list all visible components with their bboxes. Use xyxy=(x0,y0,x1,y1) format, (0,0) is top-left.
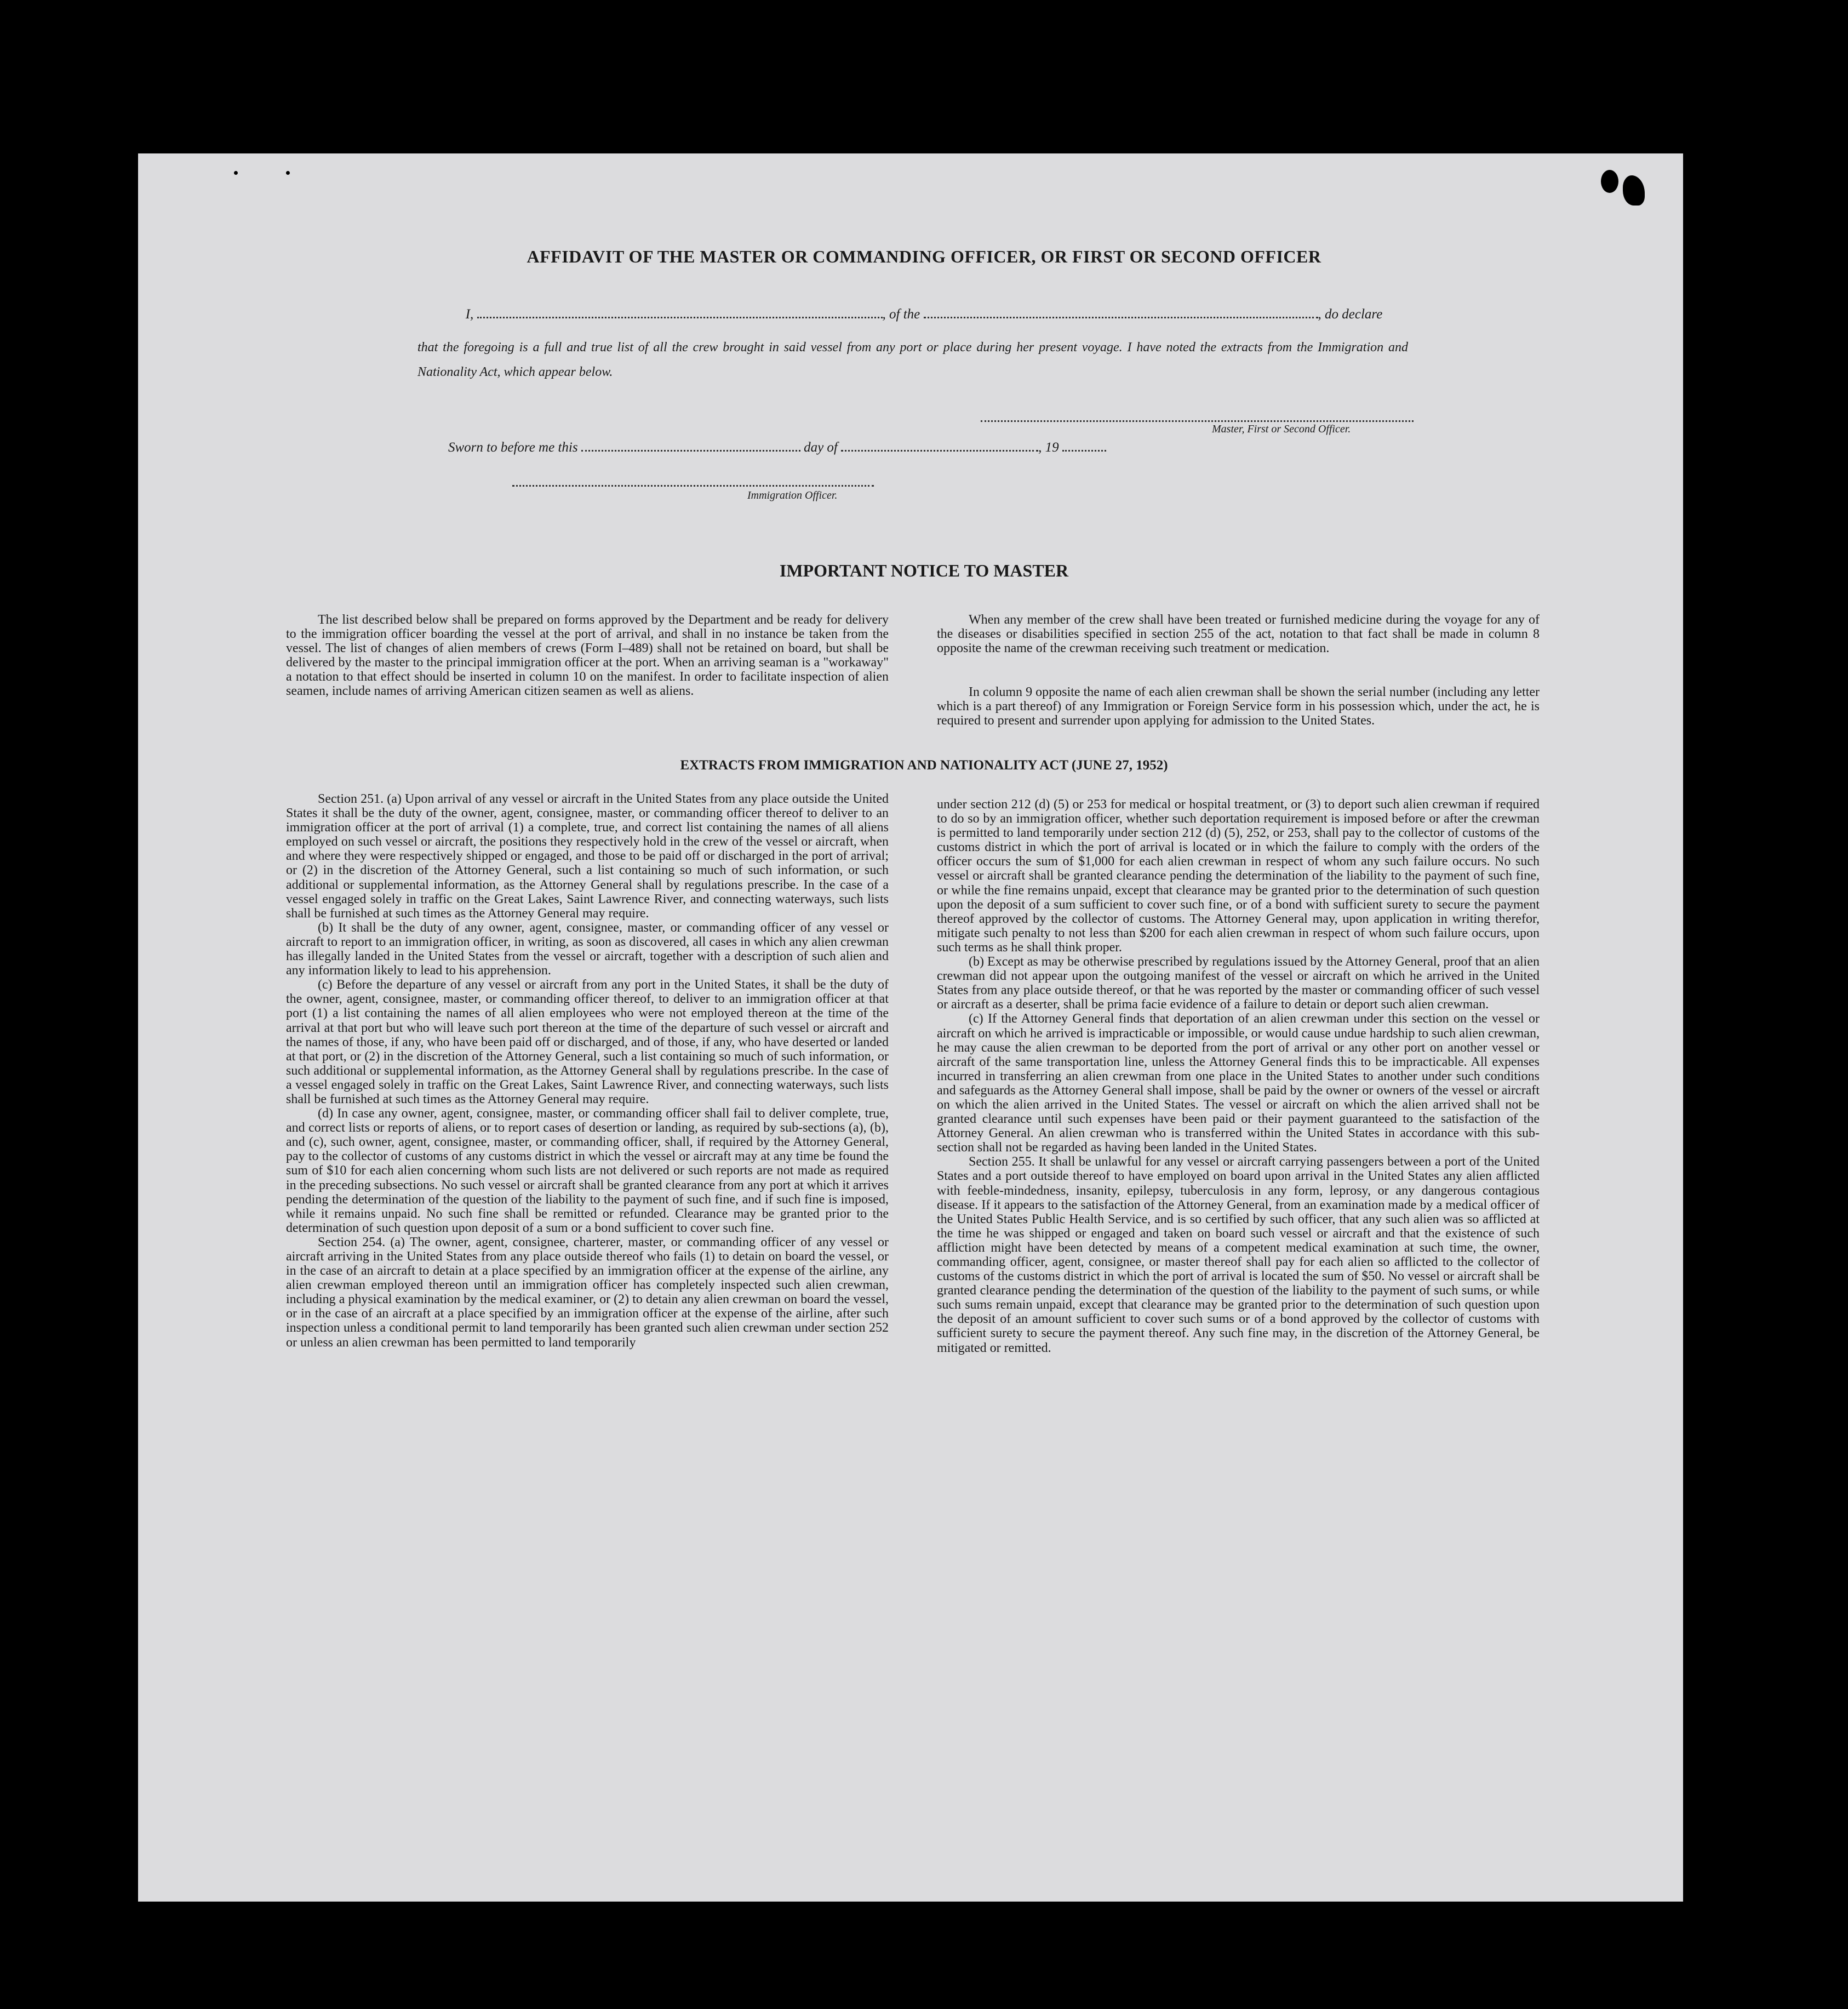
extracts-left-column xyxy=(286,792,889,1350)
officer-signature-line[interactable] xyxy=(512,485,874,487)
notice-title: IMPORTANT NOTICE TO MASTER xyxy=(779,561,1069,580)
sworn-year-label: , 19 xyxy=(1038,440,1059,455)
extracts-title: EXTRACTS FROM IMMIGRATION AND NATIONALITY ACT (JUNE 27, 1952) xyxy=(680,758,1168,773)
section-251-d: (d) In case any owner, agent, consignee, master, or commanding officer shall fail to deliver complete, true, and correct lists or reports of aliens, or to report cases of desertion or landing, as required by sub-sections (a), (b), and (c), such owner, agent, consignee, master, or commanding officer, shall, if required by the Attorney General, pay to the collector of customs of any customs district in which the vessel or aircraft may at any time be found the sum of $10 for each alien concerning whom such lists are not delivered or such reports are not made as required in the preceding subsections. No such vessel or aircraft shall be granted clearance from any port at which it arrives pending the determination of the question of the liability to the payment of such fine, and if such fine is imposed, while it remains unpaid. No such fine shall be remitted or refunded. Clearance may be granted prior to the determination of such question upon deposit of a sum or a bond sufficient to cover such fine. xyxy=(286,1106,889,1235)
speck-mark xyxy=(234,171,238,175)
notice-left-paragraph: The list described below shall be prepared on forms approved by the Department and be ready for delivery to the immigration officer boarding the vessel at the port of arrival, and shall in no instance be taken from the vessel. The list of changes of alien members of crews (Form I–489) shall not be retained on board, but shall be delivered by the master to the principal immigration officer at the port. When an arriving seaman is a "workaway" a notation to that effect should be inserted in column 10 on the manifest. In order to facilitate inspection of alien seamen, include names of arriving American citizen seamen as well as aliens. xyxy=(286,613,889,698)
punch-hole-mark xyxy=(1601,170,1618,193)
section-251-b: (b) It shall be the duty of any owner, agent, consignee, master, or commanding officer of any vessel or aircraft to report to an immigration officer, in writing, as soon as discovered, all cases in which any alien crewman has illegally landed in the United States from the vessel or aircraft, together with a description of such alien and any information likely to lead to his apprehension. xyxy=(286,920,889,978)
extracts-right-column xyxy=(937,797,1540,1355)
name-blank[interactable] xyxy=(477,307,883,318)
vessel-blank[interactable] xyxy=(924,307,1318,318)
officer-signature-label: Immigration Officer. xyxy=(747,489,838,501)
section-251-a: Section 251. (a) Upon arrival of any vessel or aircraft in the United States from any place outside the United States it shall be the duty of the owner, agent, consignee, master, or commanding officer thereof to deliver to an immigration officer at the port of arrival (1) a complete, true, and correct list containing the names of all aliens employed on such vessel or aircraft, the positions they respectively hold in the crew of the vessel or aircraft, when and where they were respectively shipped or engaged, and those to be paid off or discharged in the port of arrival; or (2) in the discretion of the Attorney General, such a list containing so much of such information, or such additional or supplemental information, as the Attorney General shall by regulations prescribe. In the case of a vessel engaged solely in traffic on the Great Lakes, Saint Lawrence River, and connecting waterways, such lists shall be furnished at such times as the Attorney General may require. xyxy=(286,792,889,921)
sworn-prefix: Sworn to before me this xyxy=(448,440,578,455)
section-254-b: (b) Except as may be otherwise prescribed by regulations issued by the Attorney General, proof that an alien crewman did not appear upon the outgoing manifest of the vessel or aircraft on which he arrived in the United States from any place outside thereof, or that he was reported by the master or commanding officer of such vessel or aircraft as a deserter, shall be prima facie evidence of a failure to detain or deport such alien crewman. xyxy=(937,955,1540,1012)
sworn-year-blank[interactable] xyxy=(1062,440,1106,452)
master-signature-line[interactable] xyxy=(981,420,1414,422)
sworn-date-blank[interactable] xyxy=(581,440,800,452)
section-254-a-continued: under section 212 (d) (5) or 253 for medical or hospital treatment, or (3) to deport such alien crewman if required to do so by an immigration officer, whether such deportation requirement is imposed before or after the crewman is permitted to land temporarily under section 212 (d) (5), 252, or 253, shall pay to the collector of customs of the customs district in which the port of arrival is located or in which the failure to comply with the orders of the officer occurs the sum of $1,000 for each alien crewman in respect of whom any such failure occurs. No such vessel or aircraft shall be granted clearance pending the determination of the liability to the payment of such fine, or while the fine remains unpaid, except that clearance may be granted prior to the determination of such question upon the deposit of a sum sufficient to cover such fine, or of a bond with sufficient surety to secure the payment thereof approved by the collector of customs. The Attorney General may, upon application in writing therefor, mitigate such penalty to not less than $200 for each alien crewman in respect of whom such failure occurs, upon such terms as he shall think proper. xyxy=(937,797,1540,955)
sworn-month-blank[interactable] xyxy=(841,440,1038,452)
section-254-a: Section 254. (a) The owner, agent, consignee, charterer, master, or commanding officer of any vessel or aircraft arriving in the United States from any place outside thereof who fails (1) to detain on board the vessel, or in the case of an aircraft to detain at a place specified by an immigration officer at the expense of the airline, any alien crewman employed thereon until an immigration officer has completely inspected such alien crewman, including a physical examination by the medical examiner, or (2) to detain any alien crewman on board the vessel, or in the case of an aircraft at a place specified by an immigration officer at the expense of the airline, after such inspection unless a conditional permit to land temporarily has been granted such alien crewman under section 252 or unless an alien crewman has been permitted to land temporarily xyxy=(286,1235,889,1350)
decl-declare-label: , do declare xyxy=(1318,307,1383,322)
declaration-text: that the foregoing is a full and true list of all the crew brought in said vessel from any port or place during her present voyage. I have noted the extracts from the Immigration and Nationality Act, which appear below. xyxy=(417,340,1408,379)
speck-mark xyxy=(286,171,290,175)
affidavit-title: AFFIDAVIT OF THE MASTER OR COMMANDING OFFICER, OR FIRST OR SECOND OFFICER xyxy=(527,247,1321,266)
section-255: Section 255. It shall be unlawful for any vessel or aircraft carrying passengers between a port of the United States and a port outside thereof to have employed on board upon arrival in the United States any alien afflicted with feeble-mindedness, insanity, epilepsy, tuberculosis in any form, leprosy, or any dangerous contagious disease. If it appears to the satisfaction of the Attorney General, from an examination made by a medical officer of the United States Public Health Service, and is so certified by such officer, that any such alien was so afflicted at the time he was shipped or engaged and taken on board such vessel or aircraft and that the existence of such affliction might have been detected by means of a competent medical examination at such time, the owner, commanding officer, agent, consignee, or master thereof shall pay for each alien so afflicted to the collector of customs of the customs district in which the port of arrival is located the sum of $50. No vessel or aircraft shall be granted clearance pending the determination of the question of the liability to the payment of such sums, or while such sums remain unpaid, except that clearance may be granted prior to the determination of such question upon the deposit of an amount sufficient to cover such sums or of a bond approved by the collector of customs with sufficient surety to secure the payment thereof. Any such fine may, in the discretion of the Attorney General, be mitigated or remitted. xyxy=(937,1155,1540,1355)
sworn-line xyxy=(448,440,1106,455)
decl-of-label: , of the xyxy=(882,307,920,322)
sworn-day-label: day of xyxy=(804,440,838,455)
decl-i-label: I, xyxy=(465,307,474,322)
section-254-c: (c) If the Attorney General finds that deportation of an alien crewman under this section on the vessel or aircraft on which he arrived is impracticable or impossible, or would cause undue hardship to such alien crewman, he may cause the alien crewman to be deported from the port of arrival or any other port on another vessel or aircraft of the same transportation line, unless the Attorney General finds this to be impracticable. All expenses incurred in transferring an alien crewman from one place in the United States to another under such conditions and safeguards as the Attorney General shall impose, shall be paid by the owner or owners of the vessel or aircraft on which the alien arrived in the United States. The vessel or aircraft on which the alien arrived shall not be granted clearance until such expenses have been paid or their payment guaranteed to the satisfaction of the Attorney General. An alien crewman who is transferred within the United States in accordance with this sub-section shall not be regarded as having been landed in the United States. xyxy=(937,1012,1540,1155)
section-251-c: (c) Before the departure of any vessel or aircraft from any port in the United States, it shall be the duty of the owner, agent, consignee, master, or commanding officer thereof, to deliver to an immigration officer at that port (1) a list containing the names of all alien employees who were not employed thereon at the time of the arrival at that port but who will leave such port thereon at the time of the departure of such vessel or aircraft and the names of those, if any, who have been paid off or discharged, and of those, if any, who have deserted or landed at that port, or (2) in the discretion of the Attorney General, such a list containing so much of such information, or such additional or supplemental information, as the Attorney General shall by regulations prescribe. In the case of a vessel engaged solely in traffic on the Great Lakes, Saint Lawrence River, and connecting waterways, such lists shall be furnished at such times as the Attorney General may require. xyxy=(286,978,889,1106)
notice-right-paragraph-2: In column 9 opposite the name of each alien crewman shall be shown the serial number (including any letter which is a part thereof) of any Immigration or Foreign Service form in his possession which, under the act, he is required to present and surrender upon applying for admission to the United States. xyxy=(937,685,1540,728)
notice-right-paragraph-1: When any member of the crew shall have been treated or furnished medicine during the voyage for any of the diseases or disabilities specified in section 255 of the act, notation to that fact shall be made in column 8 opposite the name of the crewman receiving such treatment or medication. xyxy=(937,613,1540,655)
declaration-line xyxy=(0,307,1848,322)
punch-hole-mark xyxy=(1623,175,1645,206)
master-signature-label: Master, First or Second Officer. xyxy=(1212,423,1351,435)
